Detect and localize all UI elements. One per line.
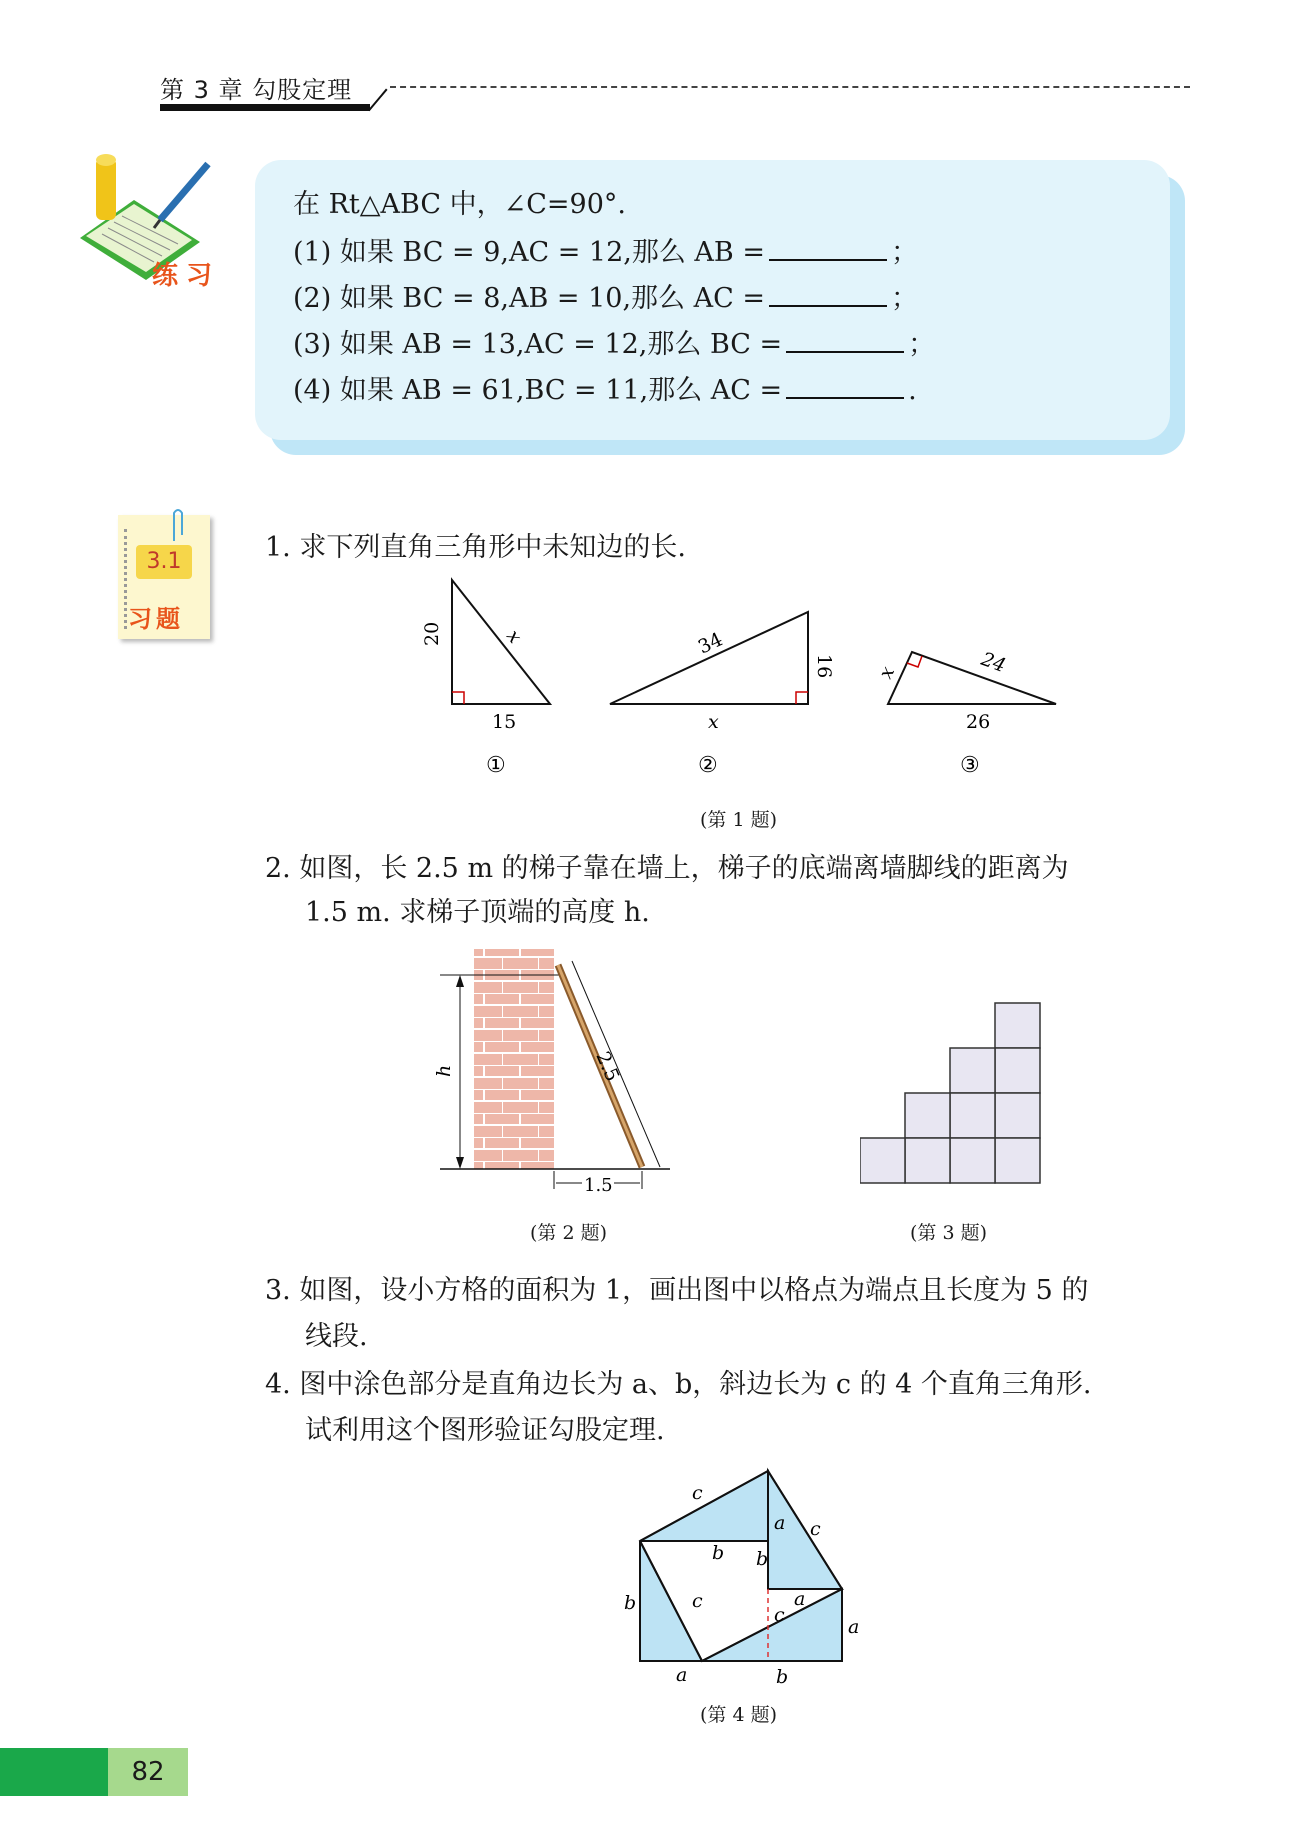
grid-square xyxy=(950,1048,995,1093)
answer-blank[interactable] xyxy=(769,283,887,307)
grid-figure xyxy=(860,1000,1050,1190)
grid-square xyxy=(995,1048,1040,1093)
answer-blank[interactable] xyxy=(786,329,904,353)
question-1: 1. 求下列直角三角形中未知边的长. xyxy=(265,532,686,563)
base-label: 1.5 xyxy=(584,1175,613,1195)
right-triangle-3 xyxy=(888,652,1056,704)
svg-text:b: b xyxy=(776,1666,789,1688)
practice-label: 练习 xyxy=(152,261,221,291)
practice-item: (3) 如果 AB = 13,AC = 12,那么 BC = ； xyxy=(293,329,936,360)
t3-num: ③ xyxy=(960,753,980,778)
practice-item: (2) 如果 BC = 8,AB = 10,那么 AC = ； xyxy=(293,283,918,314)
svg-text:c: c xyxy=(692,1482,703,1504)
t2-num: ② xyxy=(698,753,718,778)
practice-intro: 在 Rt△ABC 中，∠C=90°. xyxy=(293,189,626,220)
q4-caption: (第 4 题) xyxy=(700,1704,777,1726)
chapter-title: 第 3 章 勾股定理 xyxy=(160,76,353,104)
svg-text:a: a xyxy=(794,1588,806,1610)
t2-hyp-label: 34 xyxy=(694,628,727,659)
pythagoras-figure xyxy=(620,1455,860,1695)
ladder-figure xyxy=(430,945,710,1195)
exercise-badge xyxy=(118,515,210,639)
practice-item: (4) 如果 AB = 61,BC = 11,那么 AC = . xyxy=(293,375,917,406)
grid-square xyxy=(905,1138,950,1183)
page-number-bar xyxy=(0,1748,108,1796)
answer-blank[interactable] xyxy=(786,375,904,399)
grid-square xyxy=(950,1093,995,1138)
paperclip-icon xyxy=(168,505,188,545)
t1-num: ① xyxy=(486,753,506,778)
question-2-line2: 1.5 m. 求梯子顶端的高度 h. xyxy=(305,897,650,928)
svg-text:c: c xyxy=(692,1590,703,1612)
right-triangle-1 xyxy=(452,580,550,704)
t2-bottom-label: x xyxy=(708,711,719,733)
svg-text:c: c xyxy=(774,1604,785,1626)
svg-text:c: c xyxy=(810,1518,821,1540)
header-underline xyxy=(160,104,370,111)
grid-square xyxy=(995,1093,1040,1138)
right-angle-mark xyxy=(452,692,464,704)
page-number: 82 xyxy=(108,1748,188,1796)
question-4-line1: 4. 图中涂色部分是直角边长为 a、b，斜边长为 c 的 4 个直角三角形. xyxy=(265,1369,1092,1400)
q2-caption: (第 2 题) xyxy=(530,1222,607,1244)
t3-left-label: x xyxy=(874,663,900,683)
practice-box xyxy=(255,160,1170,440)
svg-text:b: b xyxy=(712,1542,725,1564)
answer-blank[interactable] xyxy=(769,237,887,261)
right-angle-mark xyxy=(796,692,808,704)
t1-bottom-label: 15 xyxy=(492,711,517,733)
height-label: h xyxy=(433,1064,455,1077)
grid-square xyxy=(995,1003,1040,1048)
t2-right-label: 16 xyxy=(813,654,835,679)
t3-hyp-label: 24 xyxy=(978,648,1009,677)
right-triangle-2 xyxy=(610,612,808,704)
badge-label: 习题 xyxy=(128,605,184,633)
question-4-line2: 试利用这个图形验证勾股定理. xyxy=(305,1415,665,1446)
svg-text:b: b xyxy=(624,1592,637,1614)
header-dashed-rule xyxy=(390,86,1190,88)
question-3-line2: 线段. xyxy=(305,1321,368,1352)
q1-figure xyxy=(410,570,1070,790)
svg-text:b: b xyxy=(756,1548,769,1570)
svg-text:a: a xyxy=(848,1616,860,1638)
q3-caption: (第 3 题) xyxy=(910,1222,987,1244)
svg-text:a: a xyxy=(676,1664,688,1686)
question-3-line1: 3. 如图，设小方格的面积为 1，画出图中以格点为端点且长度为 5 的 xyxy=(265,1275,1089,1306)
grid-square xyxy=(950,1138,995,1183)
grid-square xyxy=(995,1138,1040,1183)
header-slash xyxy=(368,89,388,112)
badge-number: 3.1 xyxy=(136,545,192,579)
svg-text:a: a xyxy=(774,1512,786,1534)
grid-square xyxy=(905,1093,950,1138)
t1-left-label: 20 xyxy=(421,621,443,646)
practice-item: (1) 如果 BC = 9,AC = 12,那么 AB = ； xyxy=(293,237,918,268)
brick-wall xyxy=(474,949,554,1169)
ladder-length-label: 2.5 xyxy=(591,1048,624,1085)
q1-caption: (第 1 题) xyxy=(700,809,777,831)
t1-hyp-label: x xyxy=(502,625,526,648)
question-2-line1: 2. 如图，长 2.5 m 的梯子靠在墙上，梯子的底端离墙脚线的距离为 xyxy=(265,853,1069,884)
t3-bottom-label: 26 xyxy=(966,711,991,733)
grid-square xyxy=(860,1138,905,1183)
